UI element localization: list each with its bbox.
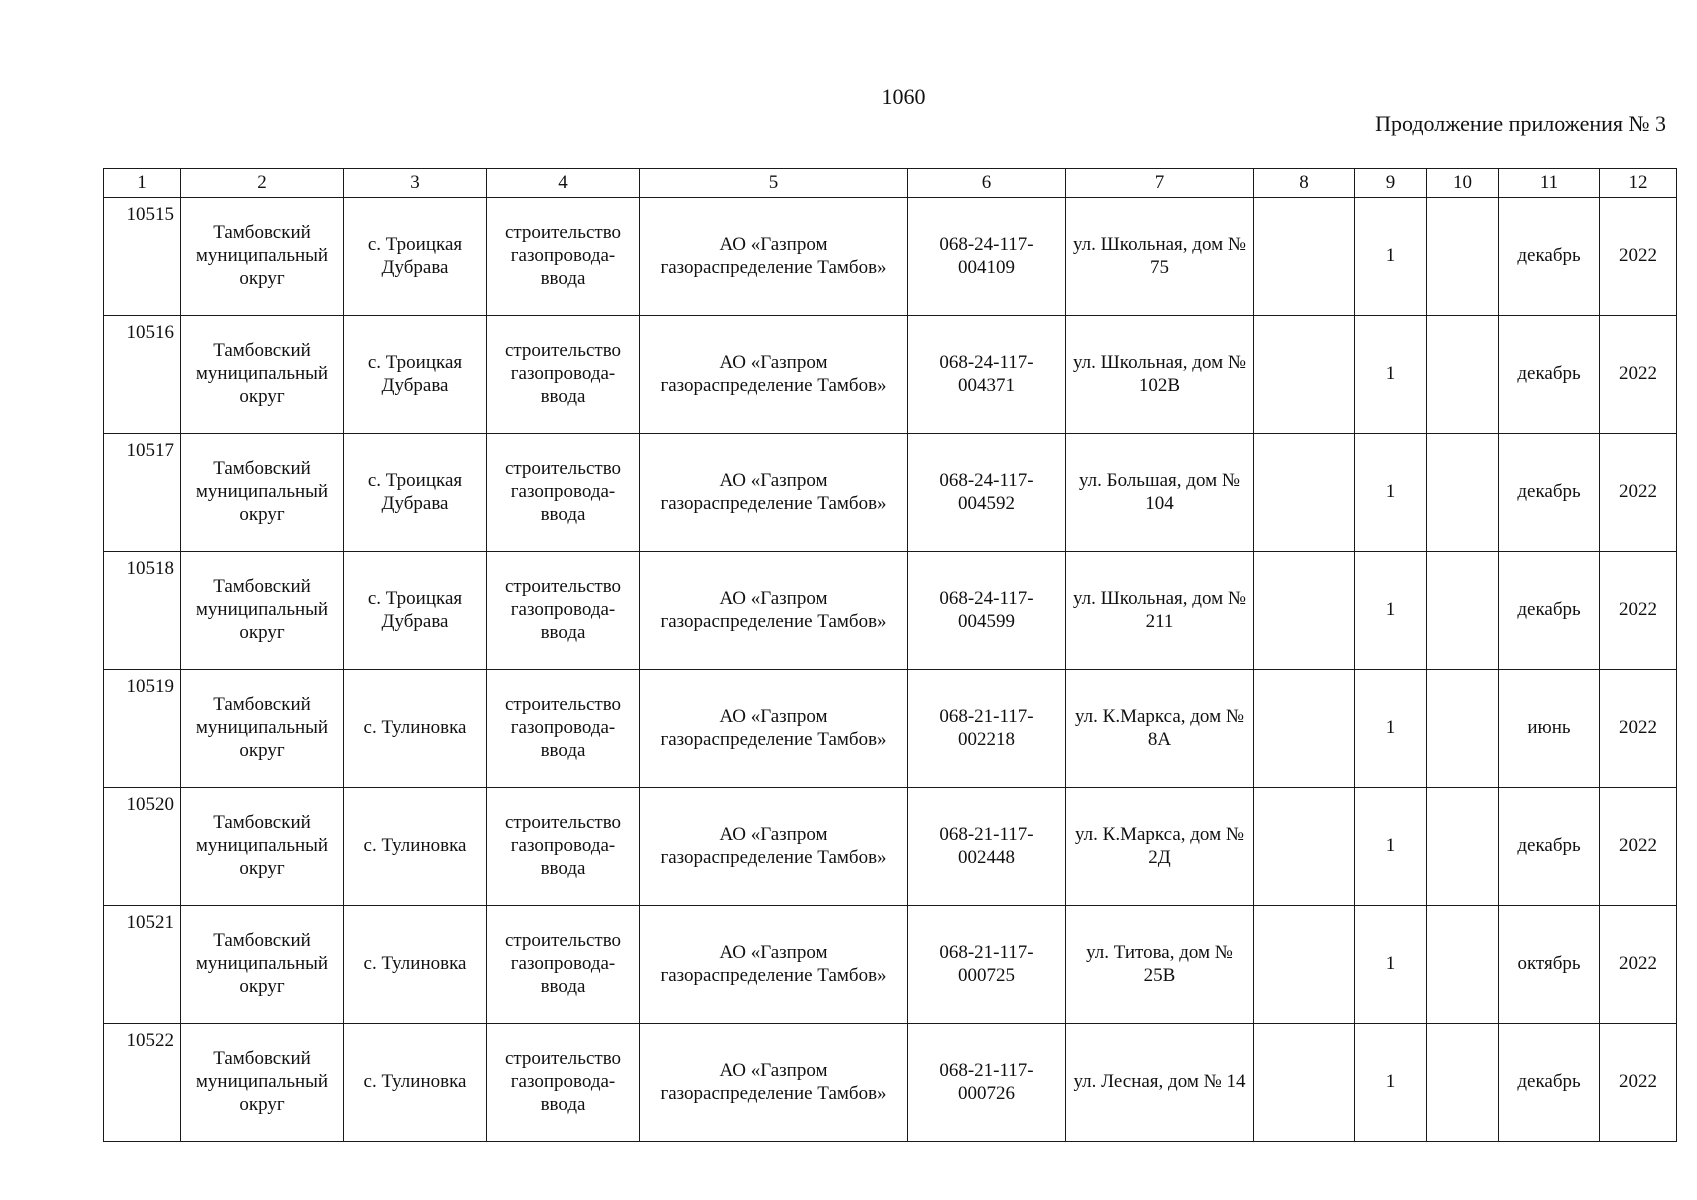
registry-table [103, 168, 1677, 1142]
district-cell: Тамбовский муниципальный округ [181, 316, 344, 434]
page-number: 1060 [881, 84, 926, 109]
quantity-cell: 1 [1355, 670, 1427, 788]
year-cell: 2022 [1600, 552, 1677, 670]
organization-cell: АО «Газпром газораспределение Тамбов» [640, 788, 908, 906]
year-cell: 2022 [1600, 906, 1677, 1024]
month-cell: декабрь [1499, 434, 1600, 552]
column-8-cell [1254, 906, 1355, 1024]
table-row [104, 1024, 1677, 1142]
quantity-cell: 1 [1355, 906, 1427, 1024]
year-cell: 2022 [1600, 670, 1677, 788]
quantity-cell: 1 [1355, 552, 1427, 670]
table-row [104, 788, 1677, 906]
table-row [104, 198, 1677, 316]
table-row [104, 552, 1677, 670]
organization-cell: АО «Газпром газораспределение Тамбов» [640, 198, 908, 316]
address-cell: ул. Школьная, дом № 211 [1066, 552, 1254, 670]
column-header: 9 [1355, 169, 1427, 198]
column-header: 11 [1499, 169, 1600, 198]
address-cell: ул. Титова, дом № 25В [1066, 906, 1254, 1024]
work-type-cell: строительство газопровода-ввода [487, 434, 640, 552]
table-row [104, 316, 1677, 434]
quantity-cell: 1 [1355, 198, 1427, 316]
code-cell: 068-24-117-004109 [908, 198, 1066, 316]
column-10-cell [1427, 670, 1499, 788]
column-8-cell [1254, 552, 1355, 670]
column-10-cell [1427, 906, 1499, 1024]
district-cell: Тамбовский муниципальный округ [181, 1024, 344, 1142]
organization-cell: АО «Газпром газораспределение Тамбов» [640, 552, 908, 670]
column-header: 6 [908, 169, 1066, 198]
settlement-cell: с. Троицкая Дубрава [344, 434, 487, 552]
year-cell: 2022 [1600, 1024, 1677, 1142]
address-cell: ул. К.Маркса, дом № 2Д [1066, 788, 1254, 906]
column-10-cell [1427, 434, 1499, 552]
code-cell: 068-24-117-004371 [908, 316, 1066, 434]
month-cell: июнь [1499, 670, 1600, 788]
settlement-cell: с. Тулиновка [344, 1024, 487, 1142]
address-cell: ул. Большая, дом № 104 [1066, 434, 1254, 552]
district-cell: Тамбовский муниципальный округ [181, 552, 344, 670]
address-cell: ул. Школьная, дом № 75 [1066, 198, 1254, 316]
settlement-cell: с. Тулиновка [344, 788, 487, 906]
table-row [104, 434, 1677, 552]
month-cell: декабрь [1499, 1024, 1600, 1142]
column-header: 4 [487, 169, 640, 198]
row-number: 10521 [104, 906, 181, 1024]
settlement-cell: с. Троицкая Дубрава [344, 198, 487, 316]
address-cell: ул. Школьная, дом № 102В [1066, 316, 1254, 434]
month-cell: декабрь [1499, 316, 1600, 434]
work-type-cell: строительство газопровода-ввода [487, 316, 640, 434]
district-cell: Тамбовский муниципальный округ [181, 434, 344, 552]
row-number: 10515 [104, 198, 181, 316]
code-cell: 068-21-117-000726 [908, 1024, 1066, 1142]
column-header: 2 [181, 169, 344, 198]
column-header: 7 [1066, 169, 1254, 198]
column-8-cell [1254, 788, 1355, 906]
work-type-cell: строительство газопровода-ввода [487, 198, 640, 316]
column-8-cell [1254, 198, 1355, 316]
column-10-cell [1427, 198, 1499, 316]
quantity-cell: 1 [1355, 316, 1427, 434]
year-cell: 2022 [1600, 434, 1677, 552]
code-cell: 068-24-117-004599 [908, 552, 1066, 670]
row-number: 10516 [104, 316, 181, 434]
row-number: 10519 [104, 670, 181, 788]
column-10-cell [1427, 552, 1499, 670]
table-row [104, 670, 1677, 788]
column-header: 1 [104, 169, 181, 198]
work-type-cell: строительство газопровода-ввода [487, 670, 640, 788]
row-number: 10520 [104, 788, 181, 906]
column-header: 12 [1600, 169, 1677, 198]
settlement-cell: с. Тулиновка [344, 906, 487, 1024]
work-type-cell: строительство газопровода-ввода [487, 552, 640, 670]
organization-cell: АО «Газпром газораспределение Тамбов» [640, 670, 908, 788]
column-10-cell [1427, 316, 1499, 434]
settlement-cell: с. Троицкая Дубрава [344, 552, 487, 670]
month-cell: октябрь [1499, 906, 1600, 1024]
column-8-cell [1254, 316, 1355, 434]
quantity-cell: 1 [1355, 788, 1427, 906]
code-cell: 068-24-117-004592 [908, 434, 1066, 552]
row-number: 10522 [104, 1024, 181, 1142]
organization-cell: АО «Газпром газораспределение Тамбов» [640, 316, 908, 434]
quantity-cell: 1 [1355, 434, 1427, 552]
continuation-label: Продолжение приложения № 3 [1375, 111, 1666, 136]
column-8-cell [1254, 434, 1355, 552]
month-cell: декабрь [1499, 552, 1600, 670]
settlement-cell: с. Троицкая Дубрава [344, 316, 487, 434]
column-8-cell [1254, 670, 1355, 788]
column-header: 10 [1427, 169, 1499, 198]
column-10-cell [1427, 788, 1499, 906]
work-type-cell: строительство газопровода-ввода [487, 1024, 640, 1142]
year-cell: 2022 [1600, 316, 1677, 434]
district-cell: Тамбовский муниципальный округ [181, 198, 344, 316]
quantity-cell: 1 [1355, 1024, 1427, 1142]
settlement-cell: с. Тулиновка [344, 670, 487, 788]
code-cell: 068-21-117-000725 [908, 906, 1066, 1024]
column-header: 8 [1254, 169, 1355, 198]
year-cell: 2022 [1600, 198, 1677, 316]
row-number: 10517 [104, 434, 181, 552]
code-cell: 068-21-117-002448 [908, 788, 1066, 906]
district-cell: Тамбовский муниципальный округ [181, 906, 344, 1024]
month-cell: декабрь [1499, 198, 1600, 316]
column-header: 3 [344, 169, 487, 198]
row-number: 10518 [104, 552, 181, 670]
header-row [104, 169, 1677, 198]
organization-cell: АО «Газпром газораспределение Тамбов» [640, 1024, 908, 1142]
month-cell: декабрь [1499, 788, 1600, 906]
organization-cell: АО «Газпром газораспределение Тамбов» [640, 434, 908, 552]
column-header: 5 [640, 169, 908, 198]
district-cell: Тамбовский муниципальный округ [181, 788, 344, 906]
column-8-cell [1254, 1024, 1355, 1142]
address-cell: ул. К.Маркса, дом № 8А [1066, 670, 1254, 788]
organization-cell: АО «Газпром газораспределение Тамбов» [640, 906, 908, 1024]
work-type-cell: строительство газопровода-ввода [487, 906, 640, 1024]
address-cell: ул. Лесная, дом № 14 [1066, 1024, 1254, 1142]
district-cell: Тамбовский муниципальный округ [181, 670, 344, 788]
column-10-cell [1427, 1024, 1499, 1142]
table-row [104, 906, 1677, 1024]
year-cell: 2022 [1600, 788, 1677, 906]
work-type-cell: строительство газопровода-ввода [487, 788, 640, 906]
code-cell: 068-21-117-002218 [908, 670, 1066, 788]
